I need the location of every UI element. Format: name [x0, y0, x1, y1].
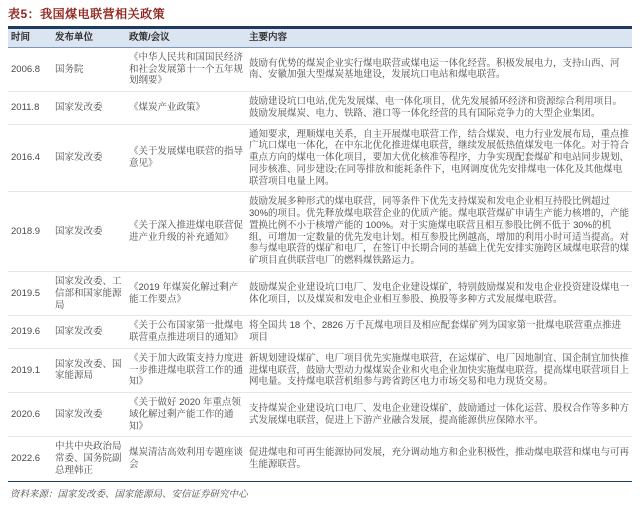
column-header-policy: 政策/会议	[126, 28, 246, 48]
cell-content: 鼓励建设坑口电站,优先发展煤、电一体化项目，优先发展循环经济和资源综合利用项目。鼓励发展煤炭、电力、铁路、港口等一体化经营的具有国际竞争力的大型企业集团。	[246, 92, 632, 125]
policy-table-header	[8, 28, 632, 48]
cell-time: 2006.8	[8, 47, 52, 91]
cell-unit: 国务院	[52, 47, 126, 91]
table-row	[8, 47, 632, 91]
cell-time: 2018.9	[8, 192, 52, 272]
table-row	[8, 437, 632, 481]
cell-policy: 《煤炭产业政策》	[126, 92, 246, 125]
cell-unit: 国家发改委	[52, 192, 126, 272]
cell-content: 鼓励煤炭企业建设坑口电厂、发电企业建设煤矿，特别鼓励煤炭和发电企业投资建设煤电一体化项目，以及煤炭和发电企业相互参股、换股等多种方式发展煤电联营。	[246, 272, 632, 316]
cell-unit: 国家发改委	[52, 124, 126, 192]
cell-unit: 国家发改委、国家能源局	[52, 348, 126, 392]
cell-policy: 《关于公布国家第一批煤电联营重点推进项目的通知》	[126, 316, 246, 349]
cell-unit: 国家发改委、工信部和国家能源局	[52, 272, 126, 316]
cell-content: 将全国共 18 个、2826 万千瓦煤电项目及相应配套煤矿列为国家第一批煤电联营重点推进项目	[246, 316, 632, 349]
policy-table	[8, 26, 632, 482]
cell-content: 支持煤炭企业建设坑口电厂、发电企业建设煤矿，鼓励通过一体化运营、股权合作等多种方式发展煤电联营，促进上下游产业融合发展，提高能源供应保障水平。	[246, 393, 632, 437]
cell-policy: 《中华人民共和国国民经济和社会发展第十一个五年规划纲要》	[126, 47, 246, 91]
cell-time: 2020.6	[8, 393, 52, 437]
cell-content: 新规划建设煤矿、电厂项目优先实施煤电联营，在运煤矿、电厂因地制宜、国企制宜加快推进煤电联营，鼓励大型动力煤煤炭企业和火电企业加快实施煤电联营。提高煤电联营项目上网电量。支持煤电联营机组参与跨省跨区电力市场交易和电力现货交易。	[246, 348, 632, 392]
table-row	[8, 272, 632, 316]
cell-time: 2019.1	[8, 348, 52, 392]
cell-content: 通知要求，理顺煤电关系，自主开展煤电联营工作，结合煤炭、电力行业发展布局，重点推广坑口煤电一体化，在中东北优化推进煤电联营，继续发展低热值煤发电一体化。对于符合重点方向的煤电一体化项目，要加大优化核准等程序，力争实现配套煤矿和电站同步规划、同步核准、同步建设;在同等排放和能耗条件下，电网调度优先安排煤电一体化及其他煤电联营项目电量上网。	[246, 124, 632, 192]
table-row	[8, 316, 632, 349]
cell-time: 2011.8	[8, 92, 52, 125]
table-row	[8, 348, 632, 392]
table-row	[8, 124, 632, 192]
table-title: 表5：我国煤电联营相关政策	[8, 7, 166, 21]
cell-content: 促进煤电和可再生能源协同发展，充分调动地方和企业积极性，推动煤电联营和煤电与可再生能源联营。	[246, 437, 632, 481]
header-row	[8, 28, 632, 48]
cell-policy: 《关于做好 2020 年重点领域化解过剩产能工作的通知》	[126, 393, 246, 437]
cell-policy: 《关于加大政策支持力度进一步推进煤电联营工作的通知》	[126, 348, 246, 392]
cell-policy: 《2019 年煤炭化解过剩产能工作要点》	[126, 272, 246, 316]
cell-unit: 国家发改委	[52, 316, 126, 349]
cell-unit: 中共中央政治局常委、国务院副总理韩正	[52, 437, 126, 481]
cell-unit: 国家发改委	[52, 393, 126, 437]
table-row	[8, 192, 632, 272]
cell-time: 2016.4	[8, 124, 52, 192]
cell-time: 2022.6	[8, 437, 52, 481]
cell-policy: 煤炭清洁高效利用专题座谈会	[126, 437, 246, 481]
source-note: 资料来源：国家发改委、国家能源局、安信证券研究中心	[10, 488, 248, 500]
cell-time: 2019.5	[8, 272, 52, 316]
cell-policy: 《关于深入推进煤电联营促进产业升级的补充通知》	[126, 192, 246, 272]
cell-content: 鼓励有优势的煤炭企业实行煤电联营或煤电运一体化经营。积极发展电力，支持山西、河南、安徽加强大型煤炭基地建设，发展坑口电站和煤电联营。	[246, 47, 632, 91]
cell-policy: 《关于发展煤电联营的指导意见》	[126, 124, 246, 192]
column-header-unit: 发布单位	[52, 28, 126, 48]
cell-content: 鼓励发展多种形式的煤电联营，同等条件下优先支持煤炭和发电企业相互持股比例超过 30%的项目。优先释放煤电联营企业的优质产能。煤电联营煤矿申请生产能力核增的，产能置换比例不小于核增产能的 100%。对于实施煤电联营且相互参股比例不低于 30%的机组，可增加一定数量的优先发电计划。相互参股比例越高，增加的利用小时可适当提高。对参与煤电联营的煤矿和电厂，在签订中长期合同的基础上优先安排实施跨区域煤电联营的煤矿项目直供联营电厂的燃料煤铁路运力。	[246, 192, 632, 272]
policy-table-body	[8, 47, 632, 481]
table-row	[8, 92, 632, 125]
column-header-content: 主要内容	[246, 28, 632, 48]
cell-unit: 国家发改委	[52, 92, 126, 125]
table-row	[8, 393, 632, 437]
cell-time: 2019.6	[8, 316, 52, 349]
column-header-time: 时间	[8, 28, 52, 48]
